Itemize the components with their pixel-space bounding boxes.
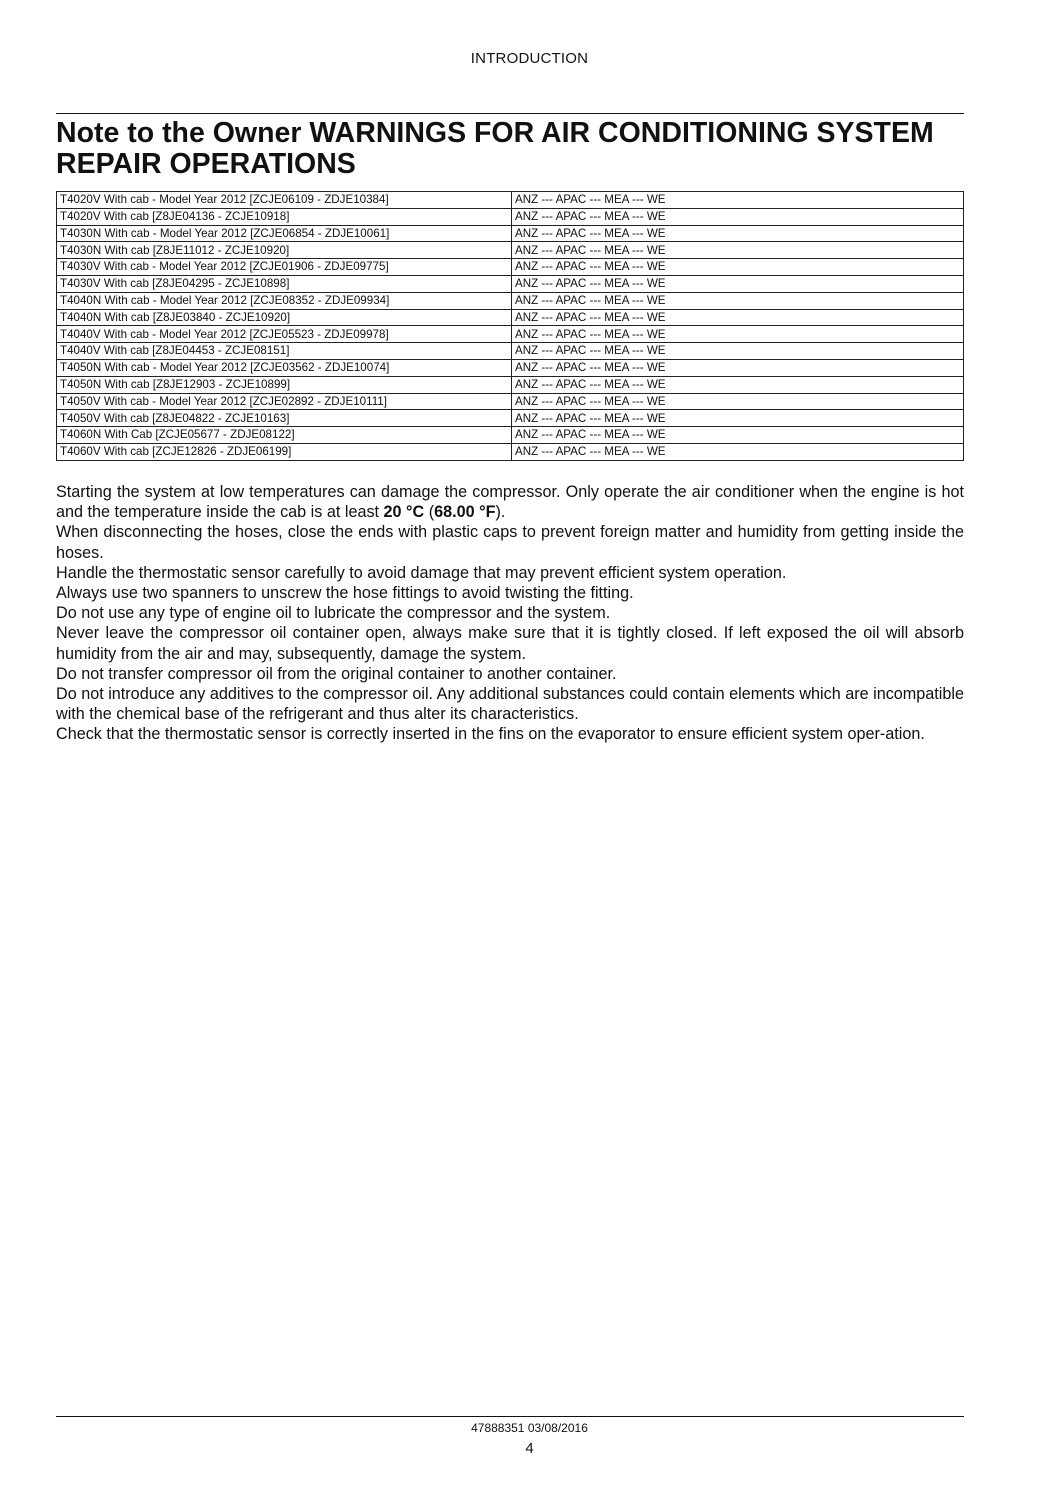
warning-paragraph: Never leave the compressor oil container open, always make sure that it is tightly closed. If left exposed the oil will absorb humidity from the air and may, subsequently, damage the system. bbox=[56, 624, 964, 663]
regions-cell: ANZ --- APAC --- MEA --- WE bbox=[512, 259, 964, 276]
table-row bbox=[57, 309, 964, 326]
regions-cell: ANZ --- APAC --- MEA --- WE bbox=[512, 443, 964, 460]
table-row bbox=[57, 208, 964, 225]
regions-cell: ANZ --- APAC --- MEA --- WE bbox=[512, 292, 964, 309]
model-cell: T4030N With cab [Z8JE11012 - ZCJE10920] bbox=[57, 242, 512, 259]
table-row bbox=[57, 393, 964, 410]
table-row bbox=[57, 343, 964, 360]
warning-text: ). bbox=[495, 503, 506, 522]
model-table-body bbox=[57, 192, 964, 461]
model-cell: T4020V With cab [Z8JE04136 - ZCJE10918] bbox=[57, 208, 512, 225]
model-cell: T4040V With cab [Z8JE04453 - ZCJE08151] bbox=[57, 343, 512, 360]
warnings-text bbox=[56, 482, 964, 745]
regions-cell: ANZ --- APAC --- MEA --- WE bbox=[512, 376, 964, 393]
model-cell: T4030V With cab - Model Year 2012 [ZCJE01906 - ZDJE09775] bbox=[57, 259, 512, 276]
table-row bbox=[57, 326, 964, 343]
regions-cell: ANZ --- APAC --- MEA --- WE bbox=[512, 326, 964, 343]
warning-paragraph: Do not introduce any additives to the compressor oil. Any additional substances could contain elements which are incompatible with the chemical base of the refrigerant and thus alter its characteristics. bbox=[56, 685, 964, 724]
model-cell: T4040V With cab - Model Year 2012 [ZCJE05523 - ZDJE09978] bbox=[57, 326, 512, 343]
regions-cell: ANZ --- APAC --- MEA --- WE bbox=[512, 242, 964, 259]
model-cell: T4050N With cab - Model Year 2012 [ZCJE03562 - ZDJE10074] bbox=[57, 359, 512, 376]
table-row bbox=[57, 242, 964, 259]
table-row bbox=[57, 359, 964, 376]
model-cell: T4060N With Cab [ZCJE05677 - ZDJE08122] bbox=[57, 427, 512, 444]
model-cell: T4030N With cab - Model Year 2012 [ZCJE06854 - ZDJE10061] bbox=[57, 225, 512, 242]
model-cell: T4050N With cab [Z8JE12903 - ZCJE10899] bbox=[57, 376, 512, 393]
section-header: INTRODUCTION bbox=[470, 50, 589, 67]
warning-paragraph: Check that the thermostatic sensor is correctly inserted in the fins on the evaporator to ensure efficient system oper-ation. bbox=[56, 725, 925, 744]
warning-paragraph: Handle the thermostatic sensor carefully to avoid damage that may prevent efficient system operation. bbox=[56, 563, 787, 582]
regions-cell: ANZ --- APAC --- MEA --- WE bbox=[512, 208, 964, 225]
table-row bbox=[57, 427, 964, 444]
model-cell: T4040N With cab - Model Year 2012 [ZCJE08352 - ZDJE09934] bbox=[57, 292, 512, 309]
table-row bbox=[57, 225, 964, 242]
table-row bbox=[57, 376, 964, 393]
page-number: 4 bbox=[525, 1440, 534, 1457]
model-cell: T4020V With cab - Model Year 2012 [ZCJE06109 - ZDJE10384] bbox=[57, 192, 512, 209]
regions-cell: ANZ --- APAC --- MEA --- WE bbox=[512, 359, 964, 376]
header-divider bbox=[56, 113, 964, 114]
temperature-fahrenheit: 68.00 °F bbox=[434, 503, 496, 522]
table-row bbox=[57, 275, 964, 292]
warning-paragraph: When disconnecting the hoses, close the ends with plastic caps to prevent foreign matter and humidity from getting inside the hoses. bbox=[56, 523, 964, 562]
model-applicability-table bbox=[56, 191, 964, 461]
model-cell: T4050V With cab [Z8JE04822 - ZCJE10163] bbox=[57, 410, 512, 427]
warning-paragraph bbox=[56, 482, 964, 522]
warning-text: Starting the system at low temperatures can damage the compressor. Only operate the air conditioner when the engine is hot and the temperature inside the cab is at least bbox=[56, 483, 964, 522]
regions-cell: ANZ --- APAC --- MEA --- WE bbox=[512, 343, 964, 360]
table-row bbox=[57, 292, 964, 309]
regions-cell: ANZ --- APAC --- MEA --- WE bbox=[512, 275, 964, 292]
table-row bbox=[57, 259, 964, 276]
table-row bbox=[57, 410, 964, 427]
regions-cell: ANZ --- APAC --- MEA --- WE bbox=[512, 427, 964, 444]
warning-paragraph: Do not use any type of engine oil to lubricate the compressor and the system. bbox=[56, 604, 611, 623]
table-row bbox=[57, 192, 964, 209]
regions-cell: ANZ --- APAC --- MEA --- WE bbox=[512, 393, 964, 410]
regions-cell: ANZ --- APAC --- MEA --- WE bbox=[512, 225, 964, 242]
document-id: 47888351 03/08/2016 bbox=[471, 1421, 588, 1435]
warning-paragraph: Do not transfer compressor oil from the original container to another container. bbox=[56, 664, 617, 683]
table-row bbox=[57, 443, 964, 460]
model-cell: T4030V With cab [Z8JE04295 - ZCJE10898] bbox=[57, 275, 512, 292]
model-cell: T4040N With cab [Z8JE03840 - ZCJE10920] bbox=[57, 309, 512, 326]
warning-text: ( bbox=[424, 503, 435, 522]
regions-cell: ANZ --- APAC --- MEA --- WE bbox=[512, 309, 964, 326]
footer-divider bbox=[56, 1416, 964, 1417]
model-cell: T4050V With cab - Model Year 2012 [ZCJE02892 - ZDJE10111] bbox=[57, 393, 512, 410]
regions-cell: ANZ --- APAC --- MEA --- WE bbox=[512, 192, 964, 209]
temperature-celsius: 20 °C bbox=[383, 503, 425, 522]
warning-paragraph: Always use two spanners to unscrew the hose fittings to avoid twisting the fitting. bbox=[56, 584, 634, 603]
model-cell: T4060V With cab [ZCJE12826 - ZDJE06199] bbox=[57, 443, 512, 460]
page-title: Note to the Owner WARNINGS FOR AIR CONDITIONING SYSTEM REPAIR OPERATIONS bbox=[56, 117, 934, 180]
regions-cell: ANZ --- APAC --- MEA --- WE bbox=[512, 410, 964, 427]
